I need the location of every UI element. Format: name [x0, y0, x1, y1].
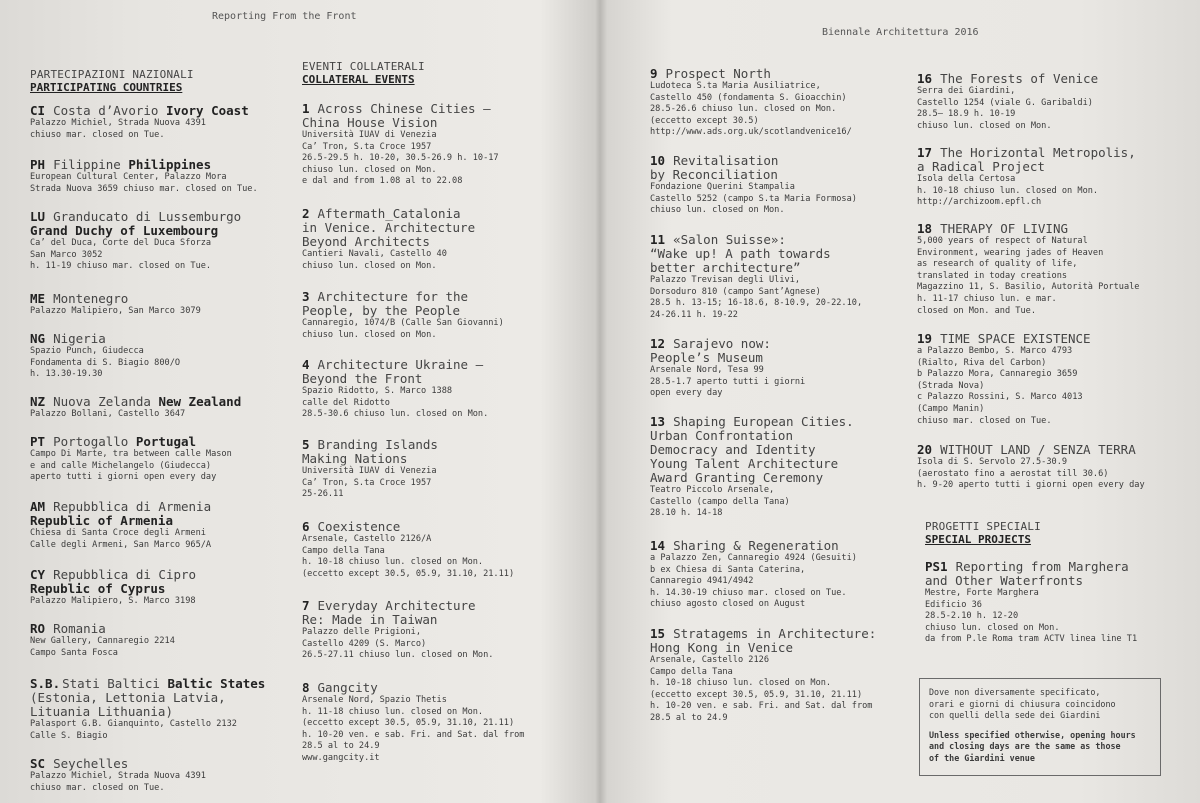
event-title: Architecture Ukraine – Beyond the Front [302, 357, 484, 386]
event-details: Isola di S. Servolo 27.5-30.9 (aerostato fino a aerostat till 30.6) h. 9-20 aperto tutti i giorni open every day [917, 457, 1145, 491]
country-entry-sb [30, 677, 300, 742]
event-entry-14 [650, 539, 920, 611]
country-name-extra: (Estonia, Lettonia Latvia, Lituania Lithuania) [30, 690, 226, 719]
event-entry-1 [302, 102, 572, 188]
country-code: PH [30, 157, 46, 172]
country-name-it: Filippine [53, 157, 121, 172]
event-number: 9 [650, 66, 658, 81]
country-entry-cy [30, 568, 300, 608]
event-entry-7 [302, 599, 572, 662]
event-details: a Palazzo Zen, Cannaregio 4924 (Gesuiti) b ex Chiesa di Santa Caterina, Cannaregio 4941/4942 h. 14.30-19 chiuso mar. closed on Tue. chiuso agosto closed on August [650, 553, 857, 610]
event-entry-15 [650, 627, 920, 725]
event-entry-19 [917, 332, 1187, 427]
event-number: 8 [302, 680, 310, 695]
event-title: Gangcity [317, 680, 378, 695]
country-name-it: Romania [53, 621, 106, 636]
event-entry-17 [917, 146, 1187, 209]
caption-italian: PROGETTI SPECIALI [925, 520, 1041, 533]
event-number: 10 [650, 153, 666, 168]
event-title: «Salon Suisse»: “Wake up! A path towards better architecture” [650, 232, 831, 275]
event-details: Teatro Piccolo Arsenale, Castello (campo della Tana) 28.10 h. 14-18 [650, 485, 790, 519]
country-name-it: Stati Baltici [62, 676, 160, 691]
event-details: a Palazzo Bembo, S. Marco 4793 (Rialto, Riva del Carbon) b Palazzo Mora, Cannaregio 3659 (Strada Nova) c Palazzo Rossini, S. Marco 4013 (Campo Manin) chiuso mar. closed on Tue. [917, 346, 1083, 426]
event-title: Coexistence [317, 519, 401, 534]
event-title: Shaping European Cities. Urban Confrontation Democracy and Identity Young Talent Architecture Award Granting Ceremony [650, 414, 854, 485]
country-entry-pt [30, 435, 300, 484]
venue-details: Ca’ del Duca, Corte del Duca Sforza San Marco 3052 h. 11-19 chiuso mar. closed on Tue. [30, 238, 212, 272]
country-code: NZ [30, 394, 46, 409]
event-entry-2 [302, 207, 572, 272]
event-entry-10 [650, 154, 920, 217]
country-name-it: Repubblica di Cipro [53, 567, 197, 582]
event-entry-5 [302, 438, 572, 501]
country-code: RO [30, 621, 46, 636]
event-number: 17 [917, 145, 933, 160]
event-details: Serra dei Giardini, Castello 1254 (viale G. Garibaldi) 28.5– 18.9 h. 10-19 chiuso lun. closed on Mon. [917, 86, 1093, 131]
event-details: Università IUAV di Venezia Ca’ Tron, S.ta Croce 1957 26.5-29.5 h. 10-20, 30.5-26.9 h. 10-17 chiuso lun. closed on Mon. e dal and from 1.08 al to 22.08 [302, 130, 499, 187]
event-details: Spazio Ridotto, S. Marco 1388 calle del Ridotto 28.5-30.6 chiuso lun. closed on Mon. [302, 386, 489, 420]
country-name-it: Costa d’Avorio [53, 103, 159, 118]
event-title: Revitalisation by Reconciliation [650, 153, 779, 182]
country-entry-me [30, 292, 300, 318]
right-running-title: Biennale Architettura 2016 [822, 27, 979, 38]
country-name-en: Portugal [135, 434, 197, 449]
country-name-it: Nigeria [53, 331, 106, 346]
event-details: Ludoteca S.ta Maria Ausiliatrice, Castello 450 (fondamenta S. Gioacchin) 28.5-26.6 chiuso lun. closed on Mon. (eccetto except 30.5) http://www.ads.org.uk/scotlandvenice16/ [650, 81, 852, 138]
venue-details: Spazio Punch, Giudecca Fondamenta di S. Biagio 800/O h. 13.30-19.30 [30, 346, 181, 380]
column-participating-countries [30, 0, 270, 803]
column-collateral-events-1 [302, 0, 562, 803]
event-title: WITHOUT LAND / SENZA TERRA [940, 442, 1136, 457]
event-number: 1 [302, 101, 310, 116]
country-entry-ng [30, 332, 300, 381]
event-number: 14 [650, 538, 666, 553]
event-title: Aftermath_Catalonia in Venice. Architecture Beyond Architects [302, 206, 476, 249]
event-details: Arsenale, Castello 2126 Campo della Tana h. 10-18 chiuso lun. closed on Mon. (eccetto except 30.5, 05.9, 31.10, 21.11) h. 10-20 ven. e sab. Fri. and Sat. dal from 28.5 al to 24.9 [650, 655, 873, 723]
event-title: Architecture for the People, by the People [302, 289, 469, 318]
venue-details: Palazzo Bollani, Castello 3647 [30, 409, 186, 419]
event-title: The Horizontal Metropolis, a Radical Project [917, 145, 1136, 174]
country-entry-ci [30, 104, 300, 141]
section-heading-collateral [302, 60, 425, 86]
country-name-en: Ivory Coast [165, 103, 249, 118]
special-project-entry-ps1 [925, 560, 1195, 646]
country-entry-am [30, 500, 300, 551]
country-code: LU [30, 209, 46, 224]
event-entry-3 [302, 290, 572, 341]
event-number: 2 [302, 206, 310, 221]
country-name-en: New Zealand [158, 394, 242, 409]
event-details: Università IUAV di Venezia Ca’ Tron, S.ta Croce 1957 25-26.11 [302, 466, 437, 500]
caption-english: COLLATERAL EVENTS [302, 73, 415, 86]
event-title: Across Chinese Cities – China House Vision [302, 101, 491, 130]
project-title: Reporting from Marghera and Other Waterfronts [925, 559, 1129, 588]
country-name-en: Republic of Cyprus [30, 581, 166, 596]
event-number: 13 [650, 414, 666, 429]
venue-details: Campo Di Marte, tra between calle Mason e and calle Michelangelo (Giudecca) aperto tutti i giorni open every day [30, 449, 232, 483]
venue-details: Palasport G.B. Gianquinto, Castello 2132 Calle S. Biagio [30, 719, 237, 741]
event-details: Palazzo delle Prigioni, Castello 4209 (S. Marco) 26.5-27.11 chiuso lun. closed on Mon. [302, 627, 494, 661]
event-details: Arsenale Nord, Spazio Thetis h. 11-18 chiuso lun. closed on Mon. (eccetto except 30.5, 05.9, 31.10, 21.11) h. 10-20 ven. e sab. Fri. and Sat. dal from 28.5 al to 24.9 www.gangcity.it [302, 695, 525, 763]
event-entry-6 [302, 520, 572, 580]
event-entry-9 [650, 67, 920, 139]
notice-italian: Dove non diversamente specificato, orari e giorni di chiusura coincidono con quelli della sede dei Giardini [929, 687, 1116, 720]
venue-details: Palazzo Michiel, Strada Nuova 4391 chiuso mar. closed on Tue. [30, 771, 206, 793]
event-title: Sharing & Regeneration [673, 538, 839, 553]
event-details: Cannaregio, 1074/B (Calle San Giovanni) chiuso lun. closed on Mon. [302, 318, 504, 340]
event-entry-11 [650, 233, 920, 321]
venue-details: New Gallery, Cannaregio 2214 Campo Santa Fosca [30, 636, 175, 658]
venue-details: Palazzo Malipiero, S. Marco 3198 [30, 596, 196, 606]
caption-english: SPECIAL PROJECTS [925, 533, 1031, 546]
project-number: PS1 [925, 559, 948, 574]
event-details: Fondazione Querini Stampalia Castello 5252 (campo S.ta Maria Formosa) chiuso lun. closed on Mon. [650, 182, 857, 216]
event-title: TIME SPACE EXISTENCE [940, 331, 1091, 346]
event-details: Arsenale Nord, Tesa 99 28.5-1.7 aperto tutti i giorni open every day [650, 365, 806, 399]
country-entry-lu [30, 210, 300, 273]
project-details: Mestre, Forte Marghera Edificio 36 28.5-2.10 h. 12-20 chiuso lun. closed on Mon. da from P.le Roma tram ACTV linea line T1 [925, 588, 1138, 645]
country-entry-sc [30, 757, 300, 794]
event-number: 3 [302, 289, 310, 304]
event-details: Arsenale, Castello 2126/A Campo della Tana h. 10-18 chiuso lun. closed on Mon. (eccetto except 30.5, 05.9, 31.10, 21.11) [302, 534, 515, 579]
event-entry-16 [917, 72, 1187, 132]
venue-details: Palazzo Michiel, Strada Nuova 4391 chiuso mar. closed on Tue. [30, 118, 206, 140]
left-running-title: Reporting From the Front [212, 11, 357, 22]
country-code: ME [30, 291, 46, 306]
country-code: SC [30, 756, 46, 771]
country-entry-ro [30, 622, 300, 659]
event-number: 11 [650, 232, 666, 247]
country-name-en: Baltic States [167, 676, 266, 691]
country-name-it: Repubblica di Armenia [53, 499, 212, 514]
event-entry-8 [302, 681, 572, 765]
column-collateral-events-2 [650, 0, 900, 803]
venue-details: European Cultural Center, Palazzo Mora Strada Nuova 3659 chiuso mar. closed on Tue. [30, 172, 258, 194]
event-entry-4 [302, 358, 572, 421]
event-title: Stratagems in Architecture: Hong Kong in Venice [650, 626, 877, 655]
venue-details: Palazzo Malipiero, San Marco 3079 [30, 306, 201, 316]
country-name-it: Portogallo [53, 434, 129, 449]
caption-italian: PARTECIPAZIONI NAZIONALI [30, 68, 194, 81]
event-entry-12 [650, 337, 920, 400]
country-code: AM [30, 499, 46, 514]
event-number: 19 [917, 331, 933, 346]
event-number: 16 [917, 71, 933, 86]
country-code: PT [30, 434, 46, 449]
country-name-en: Philippines [128, 157, 212, 172]
country-name-it: Granducato di Lussemburgo [53, 209, 242, 224]
country-code: CI [30, 103, 46, 118]
event-details: Cantieri Navali, Castello 40 chiuso lun. closed on Mon. [302, 249, 447, 271]
country-name-en: Republic of Armenia [30, 513, 173, 528]
section-heading-countries [30, 68, 194, 94]
caption-italian: EVENTI COLLATERALI [302, 60, 425, 73]
event-number: 7 [302, 598, 310, 613]
country-name-it: Montenegro [53, 291, 129, 306]
event-number: 20 [917, 442, 933, 457]
event-title: Sarajevo now: People’s Museum [650, 336, 771, 365]
notice-english: Unless specified otherwise, opening hours and closing days are the same as those of the Giardini venue [929, 729, 1136, 763]
event-title: THERAPY OF LIVING [940, 221, 1068, 236]
venue-details: Chiesa di Santa Croce degli Armeni Calle degli Armeni, San Marco 965/A [30, 528, 212, 550]
caption-english: PARTICIPATING COUNTRIES [30, 81, 183, 94]
event-number: 18 [917, 221, 933, 236]
event-title: Everyday Architecture Re: Made in Taiwan [302, 598, 476, 627]
country-code: S.B. [30, 676, 61, 691]
event-details: Isola della Certosa h. 10-18 chiuso lun. closed on Mon. http://archizoom.epfl.ch [917, 174, 1099, 208]
country-entry-ph [30, 158, 300, 195]
section-heading-special-projects [925, 520, 1041, 546]
event-title: The Forests of Venice [940, 71, 1099, 86]
event-entry-20 [917, 443, 1187, 492]
event-number: 6 [302, 519, 310, 534]
notice-box [919, 678, 1161, 776]
country-code: NG [30, 331, 46, 346]
event-number: 4 [302, 357, 310, 372]
event-title: Prospect North [665, 66, 771, 81]
event-number: 5 [302, 437, 310, 452]
event-title: Branding Islands Making Nations [302, 437, 438, 466]
event-number: 15 [650, 626, 666, 641]
event-details: Palazzo Trevisan degli Ulivi, Dorsoduro 810 (campo Sant’Agnese) 28.5 h. 13-15; 16-18.6, 8-10.9, 20-22.10, 24-26.11 h. 19-22 [650, 275, 863, 320]
event-details: 5,000 years of respect of Natural Environment, wearing jades of Heaven as research of quality of life, translated in today creations Magazzino 11, S. Basilio, Autorità Portuale h. 11-17 chiuso lun. e mar. closed on Mon. and Tue. [917, 236, 1140, 316]
country-entry-nz [30, 395, 300, 421]
country-code: CY [30, 567, 46, 582]
country-name-en: Grand Duchy of Luxembourg [30, 223, 219, 238]
country-name-it: Seychelles [53, 756, 129, 771]
event-number: 12 [650, 336, 666, 351]
event-entry-13 [650, 415, 920, 520]
country-name-it: Nuova Zelanda [53, 394, 151, 409]
event-entry-18 [917, 222, 1187, 317]
